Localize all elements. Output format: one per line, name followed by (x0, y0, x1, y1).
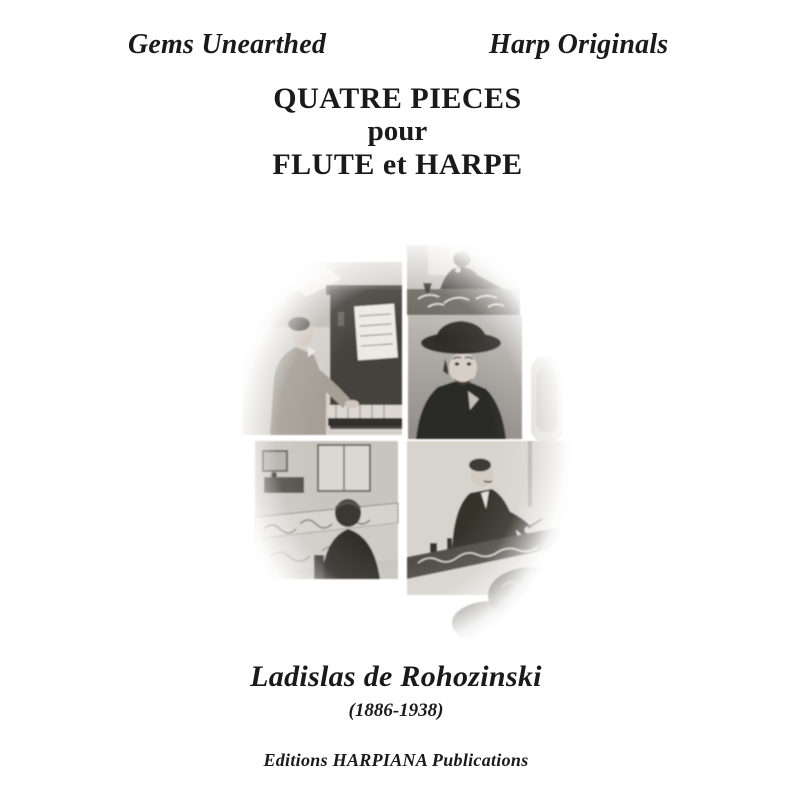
title-line-1: QUATRE PIECES (273, 82, 522, 115)
composer-block (0, 660, 792, 722)
series-label-left: Gems Unearthed (128, 29, 327, 60)
publisher-line: Editions HARPIANA Publications (263, 750, 529, 770)
series-label-right: Harp Originals (489, 29, 669, 60)
oval-vignette (230, 227, 575, 657)
composer-dates: (1886-1938) (348, 700, 444, 721)
title-line-3: FLUTE et HARPE (272, 148, 523, 181)
composer-photo-collage (230, 227, 575, 657)
title-block (0, 82, 795, 181)
title-line-2: pour (367, 115, 428, 147)
composer-name: Ladislas de Rohozinski (250, 660, 542, 693)
